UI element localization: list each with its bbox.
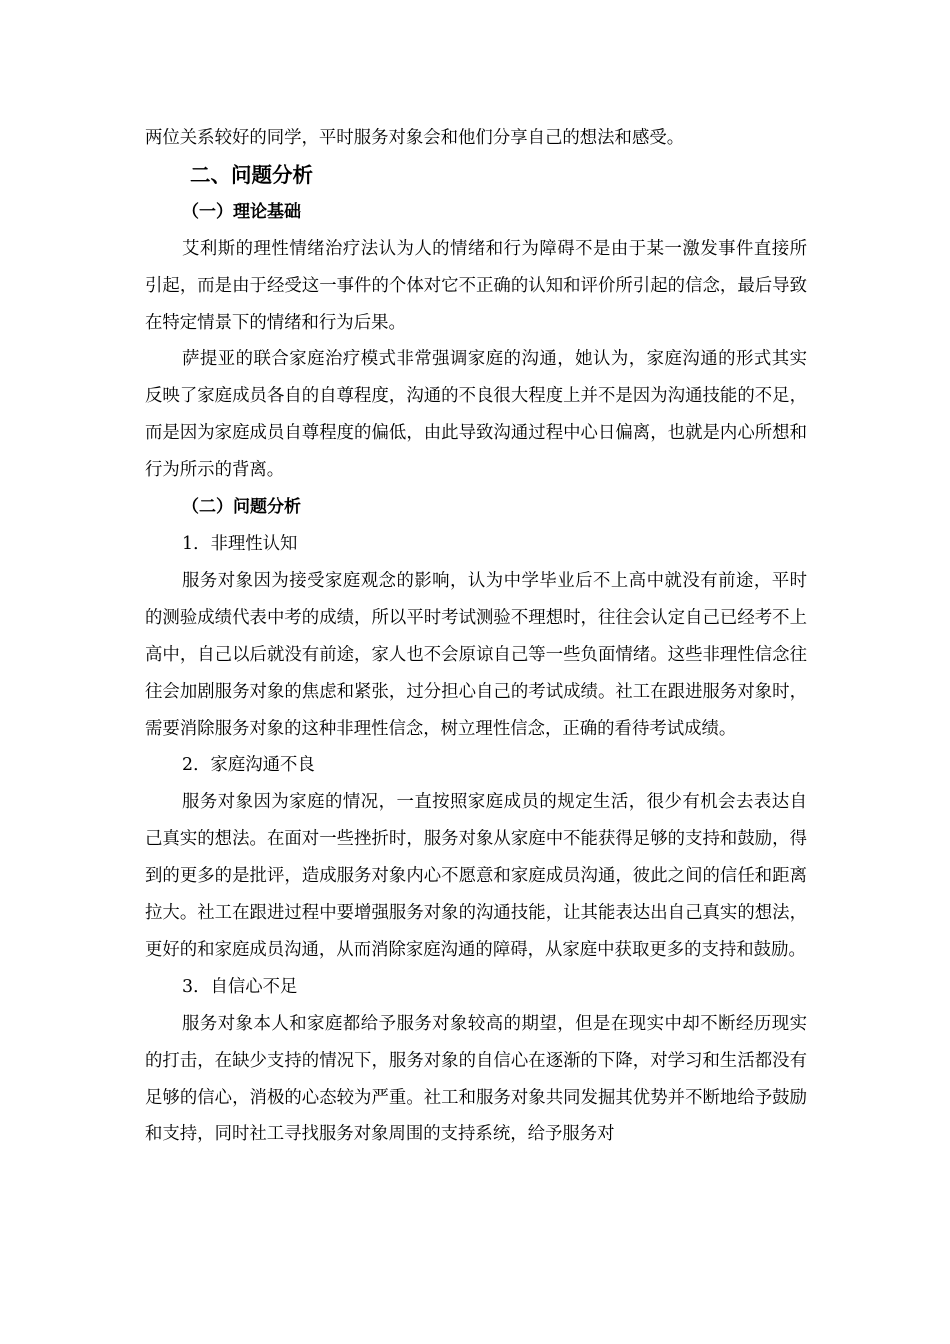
paragraph-self-confidence: 服务对象本人和家庭都给予服务对象较高的期望，但是在现实中却不断经历现实的打击，在缺少支持的情况下，服务对象的自信心在逐渐的下降，对学习和生活都没有足够的信心，消极的心态较为严重。社工和服务对象共同发掘其优势并不断地给予鼓励和支持，同时社工寻找服务对象周围的支持系统，给予服务对 bbox=[145, 1013, 807, 1145]
section-heading-problem-analysis: 二、问题分析 bbox=[190, 162, 313, 187]
subsection-heading-analysis: （二）问题分析 bbox=[182, 497, 301, 518]
item-heading-family-communication: 2．家庭沟通不良 bbox=[182, 755, 315, 776]
item-heading-self-confidence: 3．自信心不足 bbox=[182, 976, 298, 997]
document-body bbox=[145, 120, 807, 1153]
paragraph-irrational-cognition: 服务对象因为接受家庭观念的影响，认为中学毕业后不上高中就没有前途，平时的测验成绩代表中考的成绩，所以平时考试测验不理想时，往往会认定自己已经考不上高中，自己以后就没有前途，家人也不会原谅自己等一些负面情绪。这些非理性信念往往会加剧服务对象的焦虑和紧张，过分担心自己的考试成绩。社工在跟进服务对象时，需要消除服务对象的这种非理性信念，树立理性信念，正确的看待考试成绩。 bbox=[145, 570, 807, 739]
paragraph-family-communication: 服务对象因为家庭的情况，一直按照家庭成员的规定生活，很少有机会去表达自己真实的想法。在面对一些挫折时，服务对象从家庭中不能获得足够的支持和鼓励，得到的更多的是批评，造成服务对象内心不愿意和家庭成员沟通，彼此之间的信任和距离拉大。社工在跟进过程中要增强服务对象的沟通技能，让其能表达出自己真实的想法，更好的和家庭成员沟通，从而消除家庭沟通的障碍，从家庭中获取更多的支持和鼓励。 bbox=[145, 792, 807, 960]
subsection-heading-theory: （一）理论基础 bbox=[182, 201, 301, 222]
paragraph-ellis-theory: 艾利斯的理性情绪治疗法认为人的情绪和行为障碍不是由于某一激发事件直接所引起，而是由于经受这一事件的个体对它不正确的认知和评价所引起的信念，最后导致在特定情景下的情绪和行为后果。 bbox=[145, 238, 807, 333]
paragraph-continuation: 两位关系较好的同学，平时服务对象会和他们分享自己的想法和感受。 bbox=[145, 128, 685, 148]
item-heading-irrational-cognition: 1．非理性认知 bbox=[182, 533, 298, 554]
paragraph-satir-model: 萨提亚的联合家庭治疗模式非常强调家庭的沟通，她认为，家庭沟通的形式其实反映了家庭成员各自的自尊程度，沟通的不良很大程度上并不是因为沟通技能的不足，而是因为家庭成员自尊程度的偏低，由此导致沟通过程中心日偏离，也就是内心所想和行为所示的背离。 bbox=[145, 349, 807, 481]
